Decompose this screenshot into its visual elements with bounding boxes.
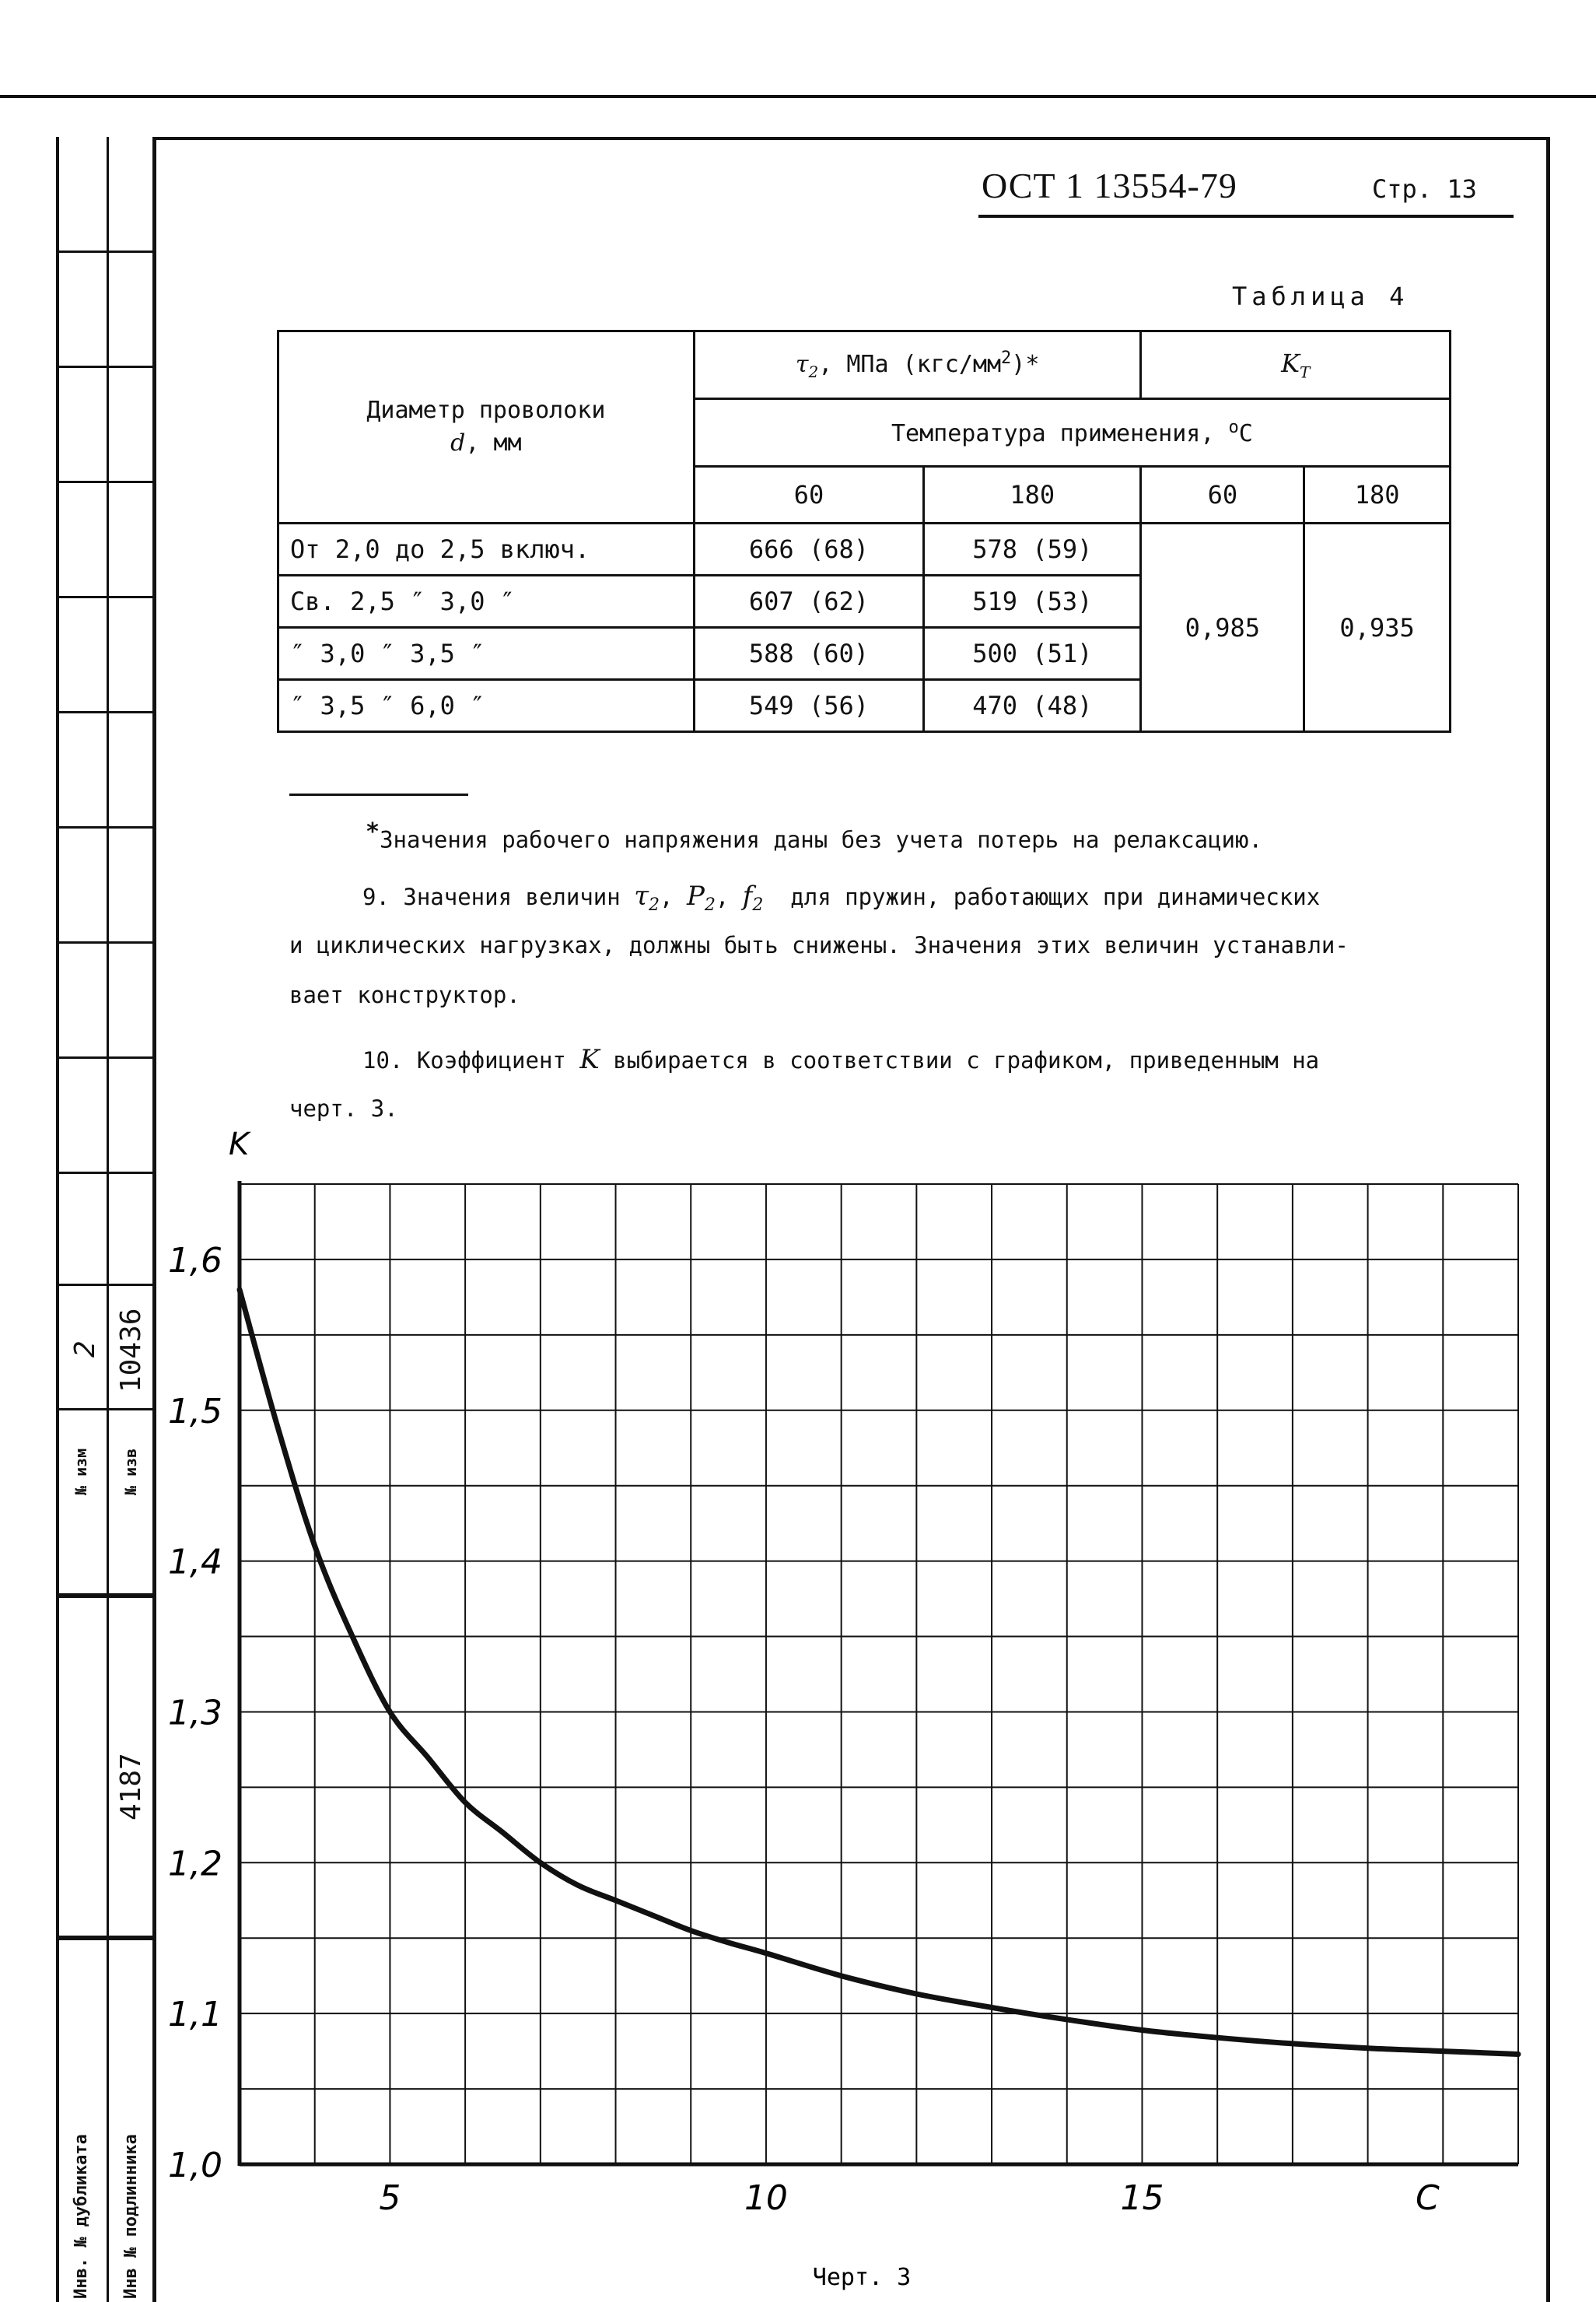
kt-value-60: 0,985 xyxy=(1141,524,1304,732)
y-axis-label: K xyxy=(229,1126,250,1162)
y-tick-label: 1,6 xyxy=(168,1240,222,1281)
table-caption: Таблица 4 xyxy=(1232,282,1409,311)
x-tick-label: 5 xyxy=(379,2178,401,2218)
row-value-180: 578 (59) xyxy=(924,524,1141,576)
strip-divider xyxy=(56,711,156,713)
temp-tau-60: 60 xyxy=(694,467,923,524)
strip-divider xyxy=(56,366,156,368)
y-tick-label: 1,1 xyxy=(168,1995,222,2035)
chart-grid xyxy=(240,1184,1518,2164)
tau-unit: , МПа (кгс/мм xyxy=(818,351,1002,378)
document-code: ОСТ 1 13554-79 xyxy=(982,166,1237,205)
chart-axes xyxy=(240,1181,1518,2166)
para9-line3: вает конструктор. xyxy=(289,982,520,1008)
frame-left-middle xyxy=(107,137,109,2302)
row-value-60: 607 (62) xyxy=(694,576,923,628)
y-tick-label: 1,5 xyxy=(168,1391,222,1431)
strip-divider-bold xyxy=(56,1593,156,1598)
row-value-60: 549 (56) xyxy=(694,680,923,732)
strip-notice-no-label: № изв xyxy=(121,1448,140,1495)
strip-change-no-label: № изм xyxy=(72,1448,90,1495)
diameter-symbol: d xyxy=(450,429,466,457)
chart-k-vs-c xyxy=(156,1126,1540,2291)
footnote xyxy=(366,818,1262,853)
kt-sub: T xyxy=(1300,363,1311,382)
strip-divider xyxy=(56,1408,156,1410)
row-value-180: 470 (48) xyxy=(924,680,1141,732)
footnote-text: Значения рабочего напряжения даны без учета потерь на релаксацию. xyxy=(380,826,1262,853)
tau-unit-sup: 2 xyxy=(1001,349,1012,368)
strip-divider xyxy=(56,596,156,598)
footnote-rule xyxy=(289,794,468,796)
row-value-60: 666 (68) xyxy=(694,524,923,576)
strip-divider xyxy=(56,1056,156,1059)
frame-left-outer xyxy=(56,137,59,2302)
header-temperature xyxy=(694,399,1450,467)
row-label: Св. 2,5 ″ 3,0 ″ xyxy=(278,576,695,628)
row-value-180: 519 (53) xyxy=(924,576,1141,628)
strip-original-label: Инв № подлинника xyxy=(121,2134,141,2299)
sym-p: P xyxy=(686,881,705,912)
y-tick-label: 1,0 xyxy=(168,2146,222,2185)
para9-line1 xyxy=(362,881,1320,915)
header-underline xyxy=(978,215,1514,218)
sym-k: K xyxy=(579,1044,600,1075)
temp-tau-180: 180 xyxy=(924,467,1141,524)
x-tick-label: 15 xyxy=(1120,2178,1164,2218)
row-value-60: 588 (60) xyxy=(694,628,923,680)
sym-tau: τ xyxy=(634,881,649,912)
strip-divider xyxy=(56,1284,156,1286)
tau-unit-end: )* xyxy=(1011,351,1040,378)
row-label: ″ 3,0 ″ 3,5 ″ xyxy=(278,628,695,680)
sym-tau-sub: 2 xyxy=(649,895,660,915)
strip-divider xyxy=(56,481,156,483)
chart-caption: Черт. 3 xyxy=(812,2264,912,2291)
temp-kt-60: 60 xyxy=(1141,467,1304,524)
tau-sub: 2 xyxy=(808,363,819,381)
strip-notice-no-value: 10436 xyxy=(115,1308,147,1393)
top-rule xyxy=(0,95,1596,98)
strip-divider xyxy=(56,251,156,253)
sym-f: f xyxy=(742,881,753,912)
footnote-mark: * xyxy=(366,818,380,846)
sym-sep-1: , xyxy=(660,884,674,910)
sym-p-sub: 2 xyxy=(704,895,716,915)
tau-symbol: τ xyxy=(795,351,809,378)
header-kt xyxy=(1141,331,1451,399)
y-tick-label: 1,3 xyxy=(168,1693,222,1733)
x-axis-label: C xyxy=(1416,2178,1440,2218)
diameter-unit: , мм xyxy=(465,429,522,457)
table-row xyxy=(278,524,1451,576)
header-diameter xyxy=(278,331,695,524)
para10-line2: черт. 3. xyxy=(289,1095,398,1122)
y-tick-label: 1,2 xyxy=(168,1844,222,1884)
para10-text-b: выбирается в соответствии с графиком, приведенным на xyxy=(613,1047,1320,1074)
chart-ticks xyxy=(168,1241,1164,2218)
temperature-unit-sup: o xyxy=(1228,418,1239,437)
sym-f-sub: 2 xyxy=(752,895,764,915)
header-tau xyxy=(694,331,1141,399)
x-tick-label: 10 xyxy=(744,2178,788,2218)
strip-divider xyxy=(56,941,156,944)
strip-divider xyxy=(56,1172,156,1174)
y-tick-label: 1,4 xyxy=(168,1542,222,1582)
para10-text-a: 10. Коэффициент xyxy=(362,1047,566,1074)
strip-change-no-value: 2 xyxy=(69,1340,101,1358)
kt-symbol: K xyxy=(1281,348,1300,378)
para9-line2: и циклических нагрузках, должны быть снижены. Значения этих величин устанавли- xyxy=(289,932,1349,958)
para9-text-a: 9. Значения величин xyxy=(362,884,621,910)
strip-original-value: 4187 xyxy=(115,1753,147,1820)
row-label: ″ 3,5 ″ 6,0 ″ xyxy=(278,680,695,732)
para10-line1 xyxy=(362,1044,1319,1075)
strip-divider xyxy=(56,826,156,829)
chart-series xyxy=(240,1290,1518,2055)
page-number: Стр. 13 xyxy=(1372,174,1477,204)
frame-top xyxy=(152,137,1549,140)
temperature-label: Температура применения, xyxy=(891,420,1215,447)
para9-text-b: для пружин, работающих при динамических xyxy=(790,884,1321,910)
diameter-label: Диаметр проволоки xyxy=(366,397,606,424)
sym-sep-2: , xyxy=(715,884,730,910)
kt-value-180: 0,935 xyxy=(1304,524,1451,732)
row-label: От 2,0 до 2,5 включ. xyxy=(278,524,695,576)
series-line-k xyxy=(240,1290,1518,2055)
row-value-180: 500 (51) xyxy=(924,628,1141,680)
strip-divider-bold xyxy=(56,1936,156,1940)
temp-kt-180: 180 xyxy=(1304,467,1451,524)
table-4 xyxy=(277,330,1451,733)
strip-duplicate-label: Инв. № дубликата xyxy=(72,2134,91,2299)
temperature-unit: С xyxy=(1238,420,1253,447)
frame-right xyxy=(1546,137,1550,2302)
